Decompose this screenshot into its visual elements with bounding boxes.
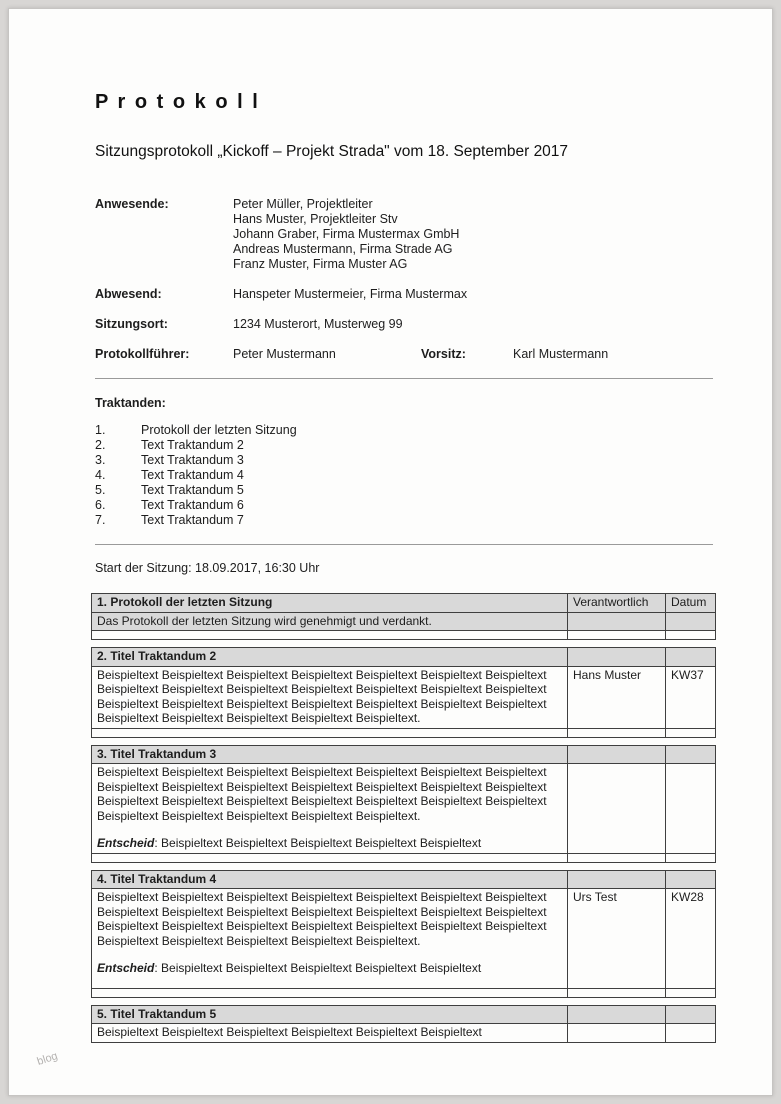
- section-title-row: [92, 1005, 716, 1024]
- agenda-item: [95, 423, 715, 438]
- attendee-name: Peter Müller, Projektleiter: [233, 197, 373, 211]
- decision-line: [97, 961, 562, 976]
- page-content: [95, 91, 715, 1050]
- agenda-item-number: 4.: [95, 468, 106, 482]
- responsible-cell: Hans Muster: [568, 666, 666, 728]
- document-subtitle: Sitzungsprotokoll „Kickoff – Projekt Strada" vom 18. September 2017: [95, 143, 569, 160]
- section-body-cell: [92, 889, 568, 989]
- agenda-item-text: Text Traktandum 5: [141, 483, 244, 497]
- agenda-item-number: 2.: [95, 438, 106, 452]
- spacer-row: [92, 631, 716, 640]
- section-title: 4. Titel Traktandum 4: [92, 870, 568, 889]
- date-cell: KW28: [666, 889, 716, 989]
- agenda-table-section-4: [91, 870, 716, 998]
- responsible-cell: [568, 648, 666, 667]
- absent-label: Abwesend:: [95, 287, 162, 301]
- agenda-item-number: 6.: [95, 498, 106, 512]
- recorder-chair-row: [95, 347, 715, 362]
- decision-label: Entscheid: [97, 961, 155, 975]
- agenda-item-number: 7.: [95, 513, 106, 527]
- responsible-cell: [568, 745, 666, 764]
- attendee-name: Hans Muster, Projektleiter Stv: [233, 212, 398, 226]
- spacer-row: [92, 988, 716, 997]
- absent-value: Hanspeter Mustermeier, Firma Mustermax: [233, 287, 468, 301]
- agenda-item-number: 3.: [95, 453, 106, 467]
- section-title-row: [92, 745, 716, 764]
- decision-line: [97, 836, 562, 851]
- absent-row: [95, 287, 715, 302]
- date-cell: [666, 1024, 716, 1043]
- table-row: [92, 764, 716, 854]
- agenda-item: [95, 468, 715, 483]
- section-title-row: [92, 870, 716, 889]
- agenda-table-section-2: [91, 647, 716, 738]
- location-label: Sitzungsort:: [95, 317, 168, 331]
- decision-text: : Beispieltext Beispieltext Beispieltext Beispieltext Beispieltext: [154, 961, 482, 975]
- chair-value: Karl Mustermann: [513, 347, 609, 361]
- attendees-row: [95, 197, 715, 272]
- agenda-item: [95, 438, 715, 453]
- section-title: 1. Protokoll der letzten Sitzung: [92, 594, 568, 613]
- section-body: Beispieltext Beispieltext Beispieltext Beispieltext Beispieltext Beispieltext: [92, 1024, 568, 1043]
- agenda-item-text: Protokoll der letzten Sitzung: [141, 423, 297, 437]
- table-header-row: [92, 594, 716, 613]
- section-title: 5. Titel Traktandum 5: [92, 1005, 568, 1024]
- agenda-table-section-1: [91, 593, 716, 640]
- responsible-cell: [568, 1005, 666, 1024]
- agenda-tables: [91, 593, 715, 1043]
- divider-line: [95, 378, 713, 379]
- document-title: P r o t o k o l l: [95, 91, 260, 113]
- section-body: Beispieltext Beispieltext Beispieltext Beispieltext Beispieltext Beispieltext Beispieltext Beispieltext Beispieltext Beispieltext Beispieltext Beispieltext Beispieltext Beispieltext Beispieltext Beispieltext Beispieltext Beispieltext Beispieltext Beispieltext Beispieltext Beispieltext Beispieltext Beispieltext Beispieltext Beispieltext.: [97, 890, 547, 948]
- spacer-row: [92, 728, 716, 737]
- section-title-row: [92, 648, 716, 667]
- column-header-verantwortlich: Verantwortlich: [568, 594, 666, 613]
- section-body: Das Protokoll der letzten Sitzung wird genehmigt und verdankt.: [92, 612, 568, 631]
- column-header-datum: Datum: [666, 594, 716, 613]
- table-row: [92, 612, 716, 631]
- agenda-item: [95, 453, 715, 468]
- agenda-item: [95, 498, 715, 513]
- responsible-cell: [568, 1024, 666, 1043]
- responsible-cell: Urs Test: [568, 889, 666, 989]
- agenda-item: [95, 513, 715, 528]
- chair-label: Vorsitz:: [421, 347, 466, 361]
- location-value: 1234 Musterort, Musterweg 99: [233, 317, 403, 331]
- section-body: Beispieltext Beispieltext Beispieltext Beispieltext Beispieltext Beispieltext Beispieltext Beispieltext Beispieltext Beispieltext Beispieltext Beispieltext Beispieltext Beispieltext Beispieltext Beispieltext Beispieltext Beispieltext Beispieltext Beispieltext Beispieltext Beispieltext Beispieltext Beispieltext Beispieltext Beispieltext.: [97, 765, 547, 823]
- table-row: [92, 889, 716, 989]
- decision-label: Entscheid: [97, 836, 155, 850]
- section-title: 2. Titel Traktandum 2: [92, 648, 568, 667]
- agenda-heading: Traktanden:: [95, 396, 166, 410]
- attendees-label: Anwesende:: [95, 197, 169, 211]
- responsible-cell: [568, 764, 666, 854]
- meta-block: [95, 197, 715, 362]
- section-body: Beispieltext Beispieltext Beispieltext Beispieltext Beispieltext Beispieltext Beispieltext Beispieltext Beispieltext Beispieltext Beispieltext Beispieltext Beispieltext Beispieltext Beispieltext Beispieltext Beispieltext Beispieltext Beispieltext Beispieltext Beispieltext Beispieltext Beispieltext Beispieltext Beispieltext Beispieltext.: [92, 666, 568, 728]
- divider-line: [95, 544, 713, 545]
- recorder-label: Protokollführer:: [95, 347, 190, 361]
- date-cell: [666, 745, 716, 764]
- attendee-name: Andreas Mustermann, Firma Strade AG: [233, 242, 453, 256]
- agenda-item-number: 1.: [95, 423, 106, 437]
- spacer-row: [92, 853, 716, 862]
- date-cell: [666, 648, 716, 667]
- responsible-cell: [568, 870, 666, 889]
- date-cell: KW37: [666, 666, 716, 728]
- agenda-item-text: Text Traktandum 3: [141, 453, 244, 467]
- date-cell: [666, 1005, 716, 1024]
- section-body-cell: [92, 764, 568, 854]
- date-cell: [666, 612, 716, 631]
- recorder-value: Peter Mustermann: [233, 347, 336, 361]
- agenda-item-number: 5.: [95, 483, 106, 497]
- meeting-start-line: Start der Sitzung: 18.09.2017, 16:30 Uhr: [95, 561, 320, 575]
- responsible-cell: [568, 612, 666, 631]
- section-title: 3. Titel Traktandum 3: [92, 745, 568, 764]
- agenda-item-text: Text Traktandum 2: [141, 438, 244, 452]
- attendee-name: Johann Graber, Firma Mustermax GmbH: [233, 227, 460, 241]
- attendees-list: [233, 197, 459, 272]
- agenda-list: [95, 423, 715, 528]
- protocol-page: [8, 8, 773, 1096]
- attendee-name: Franz Muster, Firma Muster AG: [233, 257, 408, 271]
- agenda-item: [95, 483, 715, 498]
- table-row: [92, 666, 716, 728]
- table-row: [92, 1024, 716, 1043]
- decision-text: : Beispieltext Beispieltext Beispieltext Beispieltext Beispieltext: [154, 836, 482, 850]
- watermark-text: blog: [35, 1050, 60, 1068]
- date-cell: [666, 870, 716, 889]
- date-cell: [666, 764, 716, 854]
- agenda-item-text: Text Traktandum 6: [141, 498, 244, 512]
- agenda-table-section-3: [91, 745, 716, 863]
- agenda-item-text: Text Traktandum 7: [141, 513, 244, 527]
- agenda-table-section-5: [91, 1005, 716, 1043]
- location-row: [95, 317, 715, 332]
- agenda-item-text: Text Traktandum 4: [141, 468, 244, 482]
